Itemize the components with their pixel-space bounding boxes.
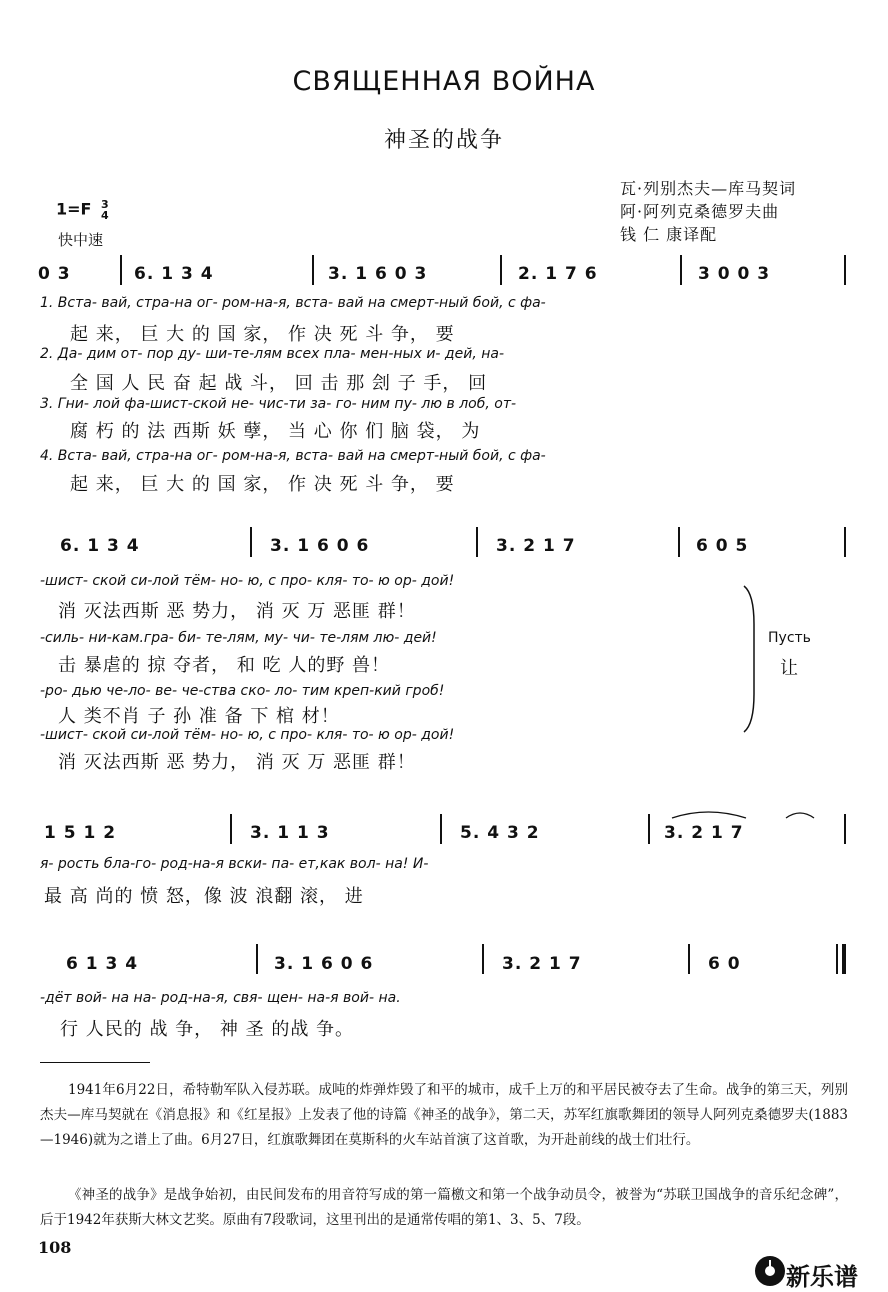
lyric-line-ru: -силь- ни-кам.гра- би- те-лям, му- чи- те-лям лю- дей! [40, 630, 437, 646]
tempo-marking: 快中速 [58, 231, 104, 249]
lyric-line-zh: 最 高 尚的 愤 怒，像 波 浪翻 滚， 进 [44, 886, 364, 907]
barline [844, 255, 846, 285]
measure: 3. 2 1 7 [664, 823, 744, 843]
refrain-lead-zh: 让 [780, 658, 799, 679]
lyric-line-zh: 起 来， 巨 大 的 国 家， 作 决 死 斗 争， 要 [70, 474, 455, 495]
lyric-line-ru: 3. Гни- лой фа-шист-ской не- чис-ти за- го- ним пу- лю в лоб, от- [40, 396, 517, 412]
barline [482, 944, 484, 974]
lyric-line-zh: 消 灭法西斯 恶 势力， 消 灭 万 恶匪 群！ [58, 752, 416, 773]
barline [230, 814, 232, 844]
watermark-text: 新乐谱 [786, 1263, 858, 1291]
lyric-line-zh: 起 来， 巨 大 的 国 家， 作 决 死 斗 争， 要 [70, 324, 455, 345]
time-signature: 3 4 [101, 198, 109, 222]
measure: 3 0 0 3 [698, 264, 771, 284]
barline [476, 527, 478, 557]
credit-lyricist: 瓦·列别杰夫—库马契词 [620, 179, 797, 198]
measure: 3. 1 6 0 3 [328, 264, 428, 284]
measure: 6 0 5 [696, 536, 749, 556]
lyric-line-ru: -шист- ской си-лой тём- но- ю, с про- кля- то- ю ор- дой! [40, 727, 455, 743]
barline [688, 944, 690, 974]
title-russian: СВЯЩЕННАЯ ВОЙНА [292, 66, 596, 97]
lyric-line-zh: 人 类不肖 子 孙 准 备 下 棺 材！ [58, 706, 340, 727]
final-barline-thick [842, 944, 846, 974]
measure: 6 0 [708, 954, 741, 974]
barline [844, 527, 846, 557]
lyric-line-ru: 1. Вста- вай, стра-на ог- ром-на-я, вста- вай на смерт-ный бой, с фа- [40, 295, 546, 311]
barline [440, 814, 442, 844]
key-signature: 1=F 3 4 [56, 198, 109, 222]
barline [680, 255, 682, 285]
barline [678, 527, 680, 557]
lyric-line-ru: я- рость бла-го- род-на-я вски- па- ет,как вол- на! И- [40, 856, 429, 872]
footnote-rule [40, 1062, 150, 1063]
lyric-line-zh: 行 人民的 战 争， 神 圣 的战 争。 [60, 1019, 355, 1040]
barline [844, 814, 846, 844]
lyric-line-ru: 4. Вста- вай, стра-на ог- ром-на-я, вста- вай на смерт-ный бой, с фа- [40, 448, 546, 464]
measure: 2. 1 7 6 [518, 264, 598, 284]
verse-bracket [742, 584, 758, 734]
measure: 3. 1 6 0 6 [270, 536, 370, 556]
lyric-line-zh: 消 灭法西斯 恶 势力， 消 灭 万 恶匪 群！ [58, 601, 416, 622]
lyric-line-ru: -ро- дью че-ло- ве- че-ства ско- ло- тим креп-кий гроб! [40, 683, 445, 699]
background-note-paragraph-1: 1941年6月22日，希特勒军队入侵苏联。成吨的炸弹炸毁了和平的城市，成千上万的和平居民被夺去了生命。战争的第三天，列别杰夫—库马契就在《消息报》和《红星报》上发表了他的诗篇《神圣的战争》，第二天，苏军红旗歌舞团的领导人阿列克桑德罗夫(1883—1946)就为之谱上了曲。6月27日，红旗歌舞团在莫斯科的火车站首演了这首歌，为开赴前线的战士们壮行。 [40, 1082, 848, 1148]
barline [256, 944, 258, 974]
title-chinese: 神圣的战争 [383, 128, 504, 153]
lyric-line-zh: 全 国 人 民 奋 起 战 斗， 回 击 那 刽 子 手， 回 [70, 373, 488, 394]
measure: 6 1 3 4 [66, 954, 139, 974]
lyric-line-ru: -дёт вой- на на- род-на-я, свя- щен- на-я вой- на. [40, 990, 401, 1006]
measure: 6. 1 3 4 [134, 264, 214, 284]
slur-marks [668, 804, 838, 820]
measure: 3. 2 1 7 [502, 954, 582, 974]
page-number: 108 [38, 1238, 72, 1257]
measure: 6. 1 3 4 [60, 536, 140, 556]
credit-translator: 钱 仁 康译配 [620, 225, 718, 244]
barline [312, 255, 314, 285]
lyric-line-zh: 击 暴虐的 掠 夺者， 和 吃 人的野 兽！ [58, 655, 391, 676]
measure: 3. 1 1 3 [250, 823, 330, 843]
measure: 3. 2 1 7 [496, 536, 576, 556]
measure: 3. 1 6 0 6 [274, 954, 374, 974]
lyric-line-ru: 2. Да- дим от- пор ду- ши-те-лям всех пла- мен-ных и- дей, на- [40, 346, 505, 362]
lyric-line-zh: 腐 朽 的 法 西斯 妖 孽， 当 心 你 们 脑 袋， 为 [70, 421, 481, 442]
measure: 1 5 1 2 [44, 823, 117, 843]
barline [120, 255, 122, 285]
barline [500, 255, 502, 285]
measure: 5. 4 3 2 [460, 823, 540, 843]
refrain-lead-ru: Пусть [768, 630, 811, 646]
barline [250, 527, 252, 557]
barline [648, 814, 650, 844]
lyric-line-ru: -шист- ской си-лой тём- но- ю, с про- кля- то- ю ор- дой! [40, 573, 455, 589]
measure: 0 3 [38, 264, 71, 284]
final-barline-thin [836, 944, 838, 974]
background-note-paragraph-2: 《神圣的战争》是战争始初，由民间发布的用音符写成的第一篇檄文和第一个战争动员令，被誉为“苏联卫国战争的音乐纪念碑”，后于1942年获斯大林文艺奖。原曲有7段歌词，这里刊出的是通常传唱的第1、3、5、7段。 [40, 1187, 848, 1228]
credit-composer: 阿·阿列克桑德罗夫曲 [620, 202, 780, 221]
